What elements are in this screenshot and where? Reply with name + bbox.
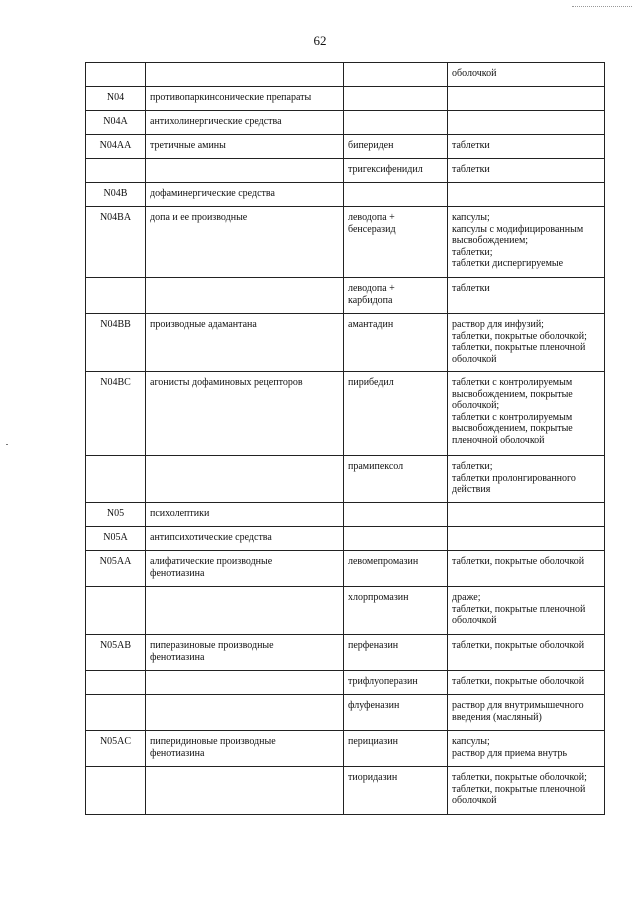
group-cell bbox=[146, 278, 344, 314]
code-cell bbox=[86, 278, 146, 314]
drug-cell bbox=[344, 183, 448, 207]
group-cell: пиперазиновые производные фенотиазина bbox=[146, 635, 344, 671]
form-cell: капсулы; раствор для приема внутрь bbox=[448, 731, 605, 767]
table-row bbox=[86, 551, 605, 587]
form-cell bbox=[448, 527, 605, 551]
group-cell bbox=[146, 587, 344, 635]
code-cell bbox=[86, 456, 146, 503]
table-row bbox=[86, 111, 605, 135]
drug-classification-table bbox=[85, 62, 605, 815]
table-row bbox=[86, 135, 605, 159]
group-cell: агонисты дофаминовых рецепторов bbox=[146, 372, 344, 456]
table-row bbox=[86, 635, 605, 671]
table-row bbox=[86, 456, 605, 503]
drug-cell: прамипексол bbox=[344, 456, 448, 503]
drug-cell: леводопа + бенсеразид bbox=[344, 207, 448, 278]
code-cell bbox=[86, 671, 146, 695]
drug-cell: флуфеназин bbox=[344, 695, 448, 731]
form-cell: раствор для внутримышечного введения (масляный) bbox=[448, 695, 605, 731]
drug-cell bbox=[344, 63, 448, 87]
code-cell: N05AC bbox=[86, 731, 146, 767]
group-cell: антихолинергические средства bbox=[146, 111, 344, 135]
group-cell bbox=[146, 456, 344, 503]
code-cell: N04 bbox=[86, 87, 146, 111]
table-row bbox=[86, 372, 605, 456]
page-number: 62 bbox=[313, 33, 327, 48]
drug-cell: перфеназин bbox=[344, 635, 448, 671]
form-cell: таблетки bbox=[448, 135, 605, 159]
drug-cell: левомепромазин bbox=[344, 551, 448, 587]
table-row bbox=[86, 503, 605, 527]
drug-cell bbox=[344, 87, 448, 111]
group-cell bbox=[146, 159, 344, 183]
form-cell: капсулы; капсулы с модифицированным высвобождением; таблетки; таблетки диспергируемые bbox=[448, 207, 605, 278]
group-cell: производные адамантана bbox=[146, 314, 344, 372]
group-cell bbox=[146, 63, 344, 87]
code-cell bbox=[86, 767, 146, 815]
scan-corner-mark bbox=[572, 0, 632, 7]
code-cell bbox=[86, 63, 146, 87]
code-cell: N05 bbox=[86, 503, 146, 527]
group-cell: третичные амины bbox=[146, 135, 344, 159]
table-row bbox=[86, 183, 605, 207]
table-row bbox=[86, 207, 605, 278]
table-row bbox=[86, 695, 605, 731]
code-cell: N05AA bbox=[86, 551, 146, 587]
code-cell bbox=[86, 695, 146, 731]
drug-cell: бипериден bbox=[344, 135, 448, 159]
table-row bbox=[86, 278, 605, 314]
group-cell: антипсихотические средства bbox=[146, 527, 344, 551]
table-row bbox=[86, 587, 605, 635]
table-row bbox=[86, 159, 605, 183]
drug-cell: хлорпромазин bbox=[344, 587, 448, 635]
group-cell bbox=[146, 671, 344, 695]
form-cell: драже; таблетки, покрытые пленочной оболочкой bbox=[448, 587, 605, 635]
form-cell bbox=[448, 87, 605, 111]
form-cell bbox=[448, 111, 605, 135]
code-cell: N04A bbox=[86, 111, 146, 135]
form-cell: оболочкой bbox=[448, 63, 605, 87]
group-cell bbox=[146, 767, 344, 815]
scan-artifact bbox=[6, 444, 8, 445]
form-cell: таблетки bbox=[448, 159, 605, 183]
code-cell: N05A bbox=[86, 527, 146, 551]
group-cell: противопаркинсонические препараты bbox=[146, 87, 344, 111]
code-cell bbox=[86, 159, 146, 183]
table-row bbox=[86, 527, 605, 551]
code-cell: N04BC bbox=[86, 372, 146, 456]
drug-cell: тригексифенидил bbox=[344, 159, 448, 183]
drug-cell: леводопа + карбидопа bbox=[344, 278, 448, 314]
form-cell: таблетки, покрытые оболочкой bbox=[448, 671, 605, 695]
form-cell: раствор для инфузий; таблетки, покрытые оболочкой; таблетки, покрытые пленочной оболочкой bbox=[448, 314, 605, 372]
form-cell: таблетки, покрытые оболочкой bbox=[448, 551, 605, 587]
form-cell: таблетки, покрытые оболочкой; таблетки, покрытые пленочной оболочкой bbox=[448, 767, 605, 815]
drug-cell bbox=[344, 111, 448, 135]
group-cell: психолептики bbox=[146, 503, 344, 527]
form-cell bbox=[448, 503, 605, 527]
group-cell bbox=[146, 695, 344, 731]
drug-cell: тиоридазин bbox=[344, 767, 448, 815]
code-cell: N04AA bbox=[86, 135, 146, 159]
code-cell bbox=[86, 587, 146, 635]
drug-cell: пирибедил bbox=[344, 372, 448, 456]
form-cell: таблетки bbox=[448, 278, 605, 314]
table-row bbox=[86, 731, 605, 767]
form-cell bbox=[448, 183, 605, 207]
drug-cell bbox=[344, 503, 448, 527]
code-cell: N04BB bbox=[86, 314, 146, 372]
code-cell: N05AB bbox=[86, 635, 146, 671]
drug-cell: перициазин bbox=[344, 731, 448, 767]
form-cell: таблетки с контролируемым высвобождением, покрытые оболочкой; таблетки с контролируемым высвобождением, покрытые пленочной оболочкой bbox=[448, 372, 605, 456]
table-row bbox=[86, 671, 605, 695]
table-row bbox=[86, 767, 605, 815]
group-cell: допа и ее производные bbox=[146, 207, 344, 278]
table-row bbox=[86, 87, 605, 111]
code-cell: N04BA bbox=[86, 207, 146, 278]
drug-cell: трифлуоперазин bbox=[344, 671, 448, 695]
drug-cell bbox=[344, 527, 448, 551]
drug-cell: амантадин bbox=[344, 314, 448, 372]
form-cell: таблетки, покрытые оболочкой bbox=[448, 635, 605, 671]
table-row bbox=[86, 63, 605, 87]
table-row bbox=[86, 314, 605, 372]
group-cell: пиперидиновые производные фенотиазина bbox=[146, 731, 344, 767]
group-cell: дофаминергические средства bbox=[146, 183, 344, 207]
group-cell: алифатические производные фенотиазина bbox=[146, 551, 344, 587]
form-cell: таблетки; таблетки пролонгированного действия bbox=[448, 456, 605, 503]
code-cell: N04B bbox=[86, 183, 146, 207]
